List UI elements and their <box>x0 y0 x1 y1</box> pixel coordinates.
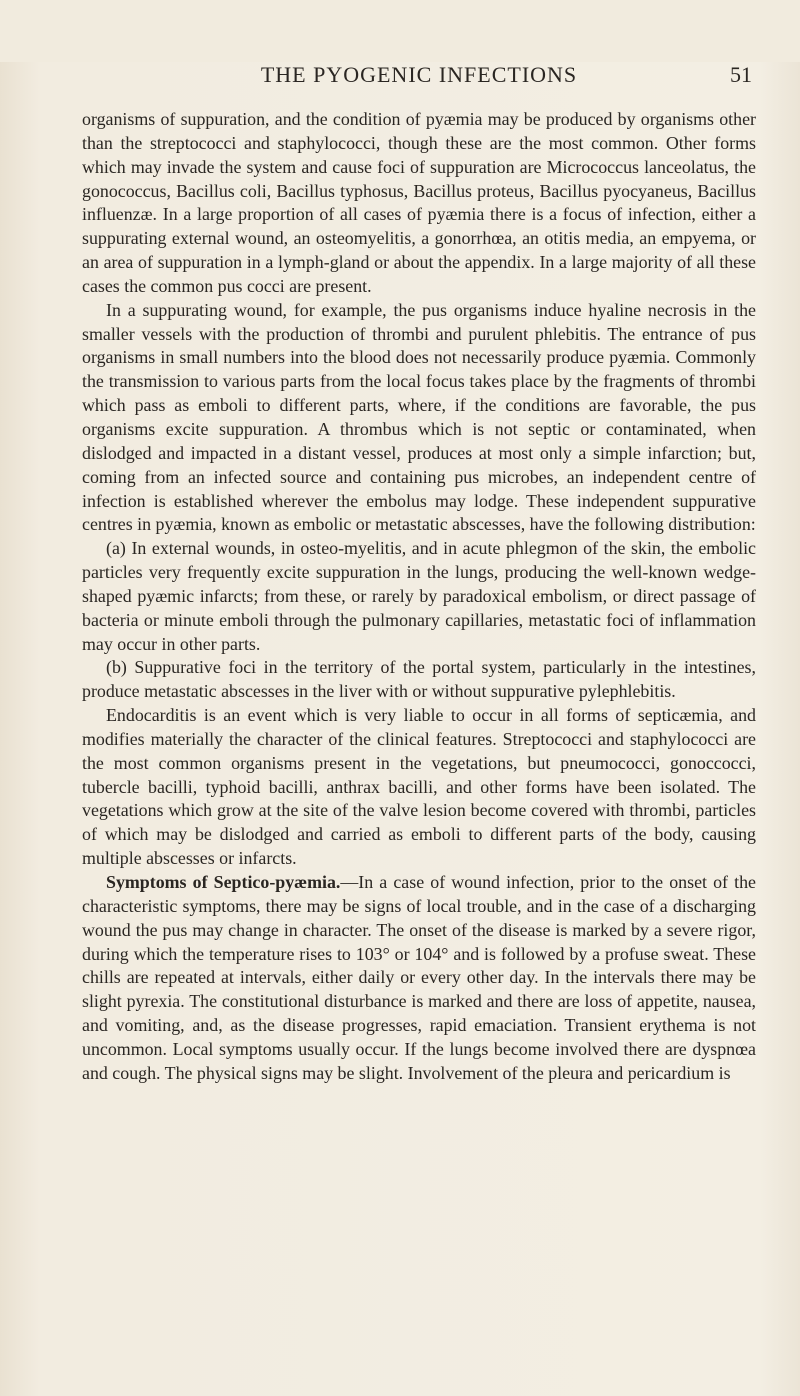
paragraph-endocarditis: Endocarditis is an event which is very liable to occur in all forms of septicæmia, and modifies materially the character of the clinical features. Streptococci and staphylococci are the most common organisms present in the vegetations, but pneumococci, gonoccocci, tubercle bacilli, typhoid bacilli, anthrax bacilli, and other forms have been isolated. The vegetations which grow at the site of the valve lesion become covered with thrombi, particles of which may be dislodged and carried as emboli to different parts of the body, causing multiple abscesses or infarcts. <box>82 705 756 869</box>
running-title: THE PYOGENIC INFECTIONS <box>260 62 578 87</box>
paragraph-distribution-b: (b) Suppurative foci in the territory of the portal system, particularly in the intestines, produce metastatic abscesses in the liver with or without suppurative pylephlebitis. <box>82 657 756 702</box>
body-text <box>82 108 756 1086</box>
symptoms-text: —In a case of wound infection, prior to the onset of the characteristic symptoms, there may be signs of local trouble, and in the case of a discharging wound the pus may change in character. The onset of the disease is marked by a severe rigor, during which the temperature rises to 103° or 104° and is followed by a profuse sweat. These chills are repeated at intervals, either daily or every other day. In the intervals there may be slight pyrexia. The constitutional disturbance is marked and there are loss of appetite, nausea, and vomiting, and, as the disease progresses, rapid emaciation. Transient erythema is not uncommon. Local symptoms usually occur. If the lungs become involved there are dyspnœa and cough. The physical signs may be slight. Involvement of the pleura and pericardium is <box>82 872 756 1083</box>
paragraph-suppurating-wound: In a suppurating wound, for example, the pus organisms induce hyaline necrosis in the smaller vessels with the production of thrombi and purulent phlebitis. The entrance of pus organisms in small numbers into the blood does not necessarily produce pyæmia. Commonly the transmission to various parts from the local focus takes place by the fragments of thrombi which pass as emboli to different parts, where, if the conditions are favorable, the pus organisms excite suppuration. A thrombus which is not septic or contaminated, when dislodged and impacted in a distant vessel, produces at most only a simple infarction; but, coming from an infected source and containing pus microbes, an independent centre of infection is established wherever the embolus may lodge. These independent suppurative centres in pyæmia, known as embolic or metastatic abscesses, have the following distribution: <box>82 299 756 535</box>
book-page <box>0 62 800 1396</box>
section-heading-symptoms: Symptoms of Septico-pyæmia. <box>106 872 341 892</box>
paragraph-symptoms <box>82 871 756 1086</box>
page-number: 51 <box>730 62 752 87</box>
paragraph-pyaemia-organisms: organisms of suppuration, and the condition of pyæmia may be produced by organisms other than the streptococci and staphylococci, though these are the most common. Other forms which may invade the system and cause foci of suppuration are Micrococcus lanceolatus, the gonococcus, Bacillus coli, Bacillus typhosus, Bacillus proteus, Bacillus pyocyaneus, Bacillus influenzæ. In a large proportion of all cases of pyæmia there is a focus of infection, either a suppurating external wound, an osteomyelitis, a gonorrhœa, an otitis media, an empyema, or an area of suppuration in a lymph-gland or about the appendix. In a large majority of all these cases the common pus cocci are present. <box>82 109 756 296</box>
paragraph-distribution-a: (a) In external wounds, in osteo-myelitis, and in acute phlegmon of the skin, the embolic particles very frequently excite suppuration in the lungs, producing the well-known wedge-shaped pyæmic infarcts; from these, or rarely by paradoxical embolism, or direct passage of bacteria or minute emboli through the pulmonary capillaries, metastatic foci of inflammation may occur in other parts. <box>82 538 756 654</box>
page-header <box>82 62 756 102</box>
